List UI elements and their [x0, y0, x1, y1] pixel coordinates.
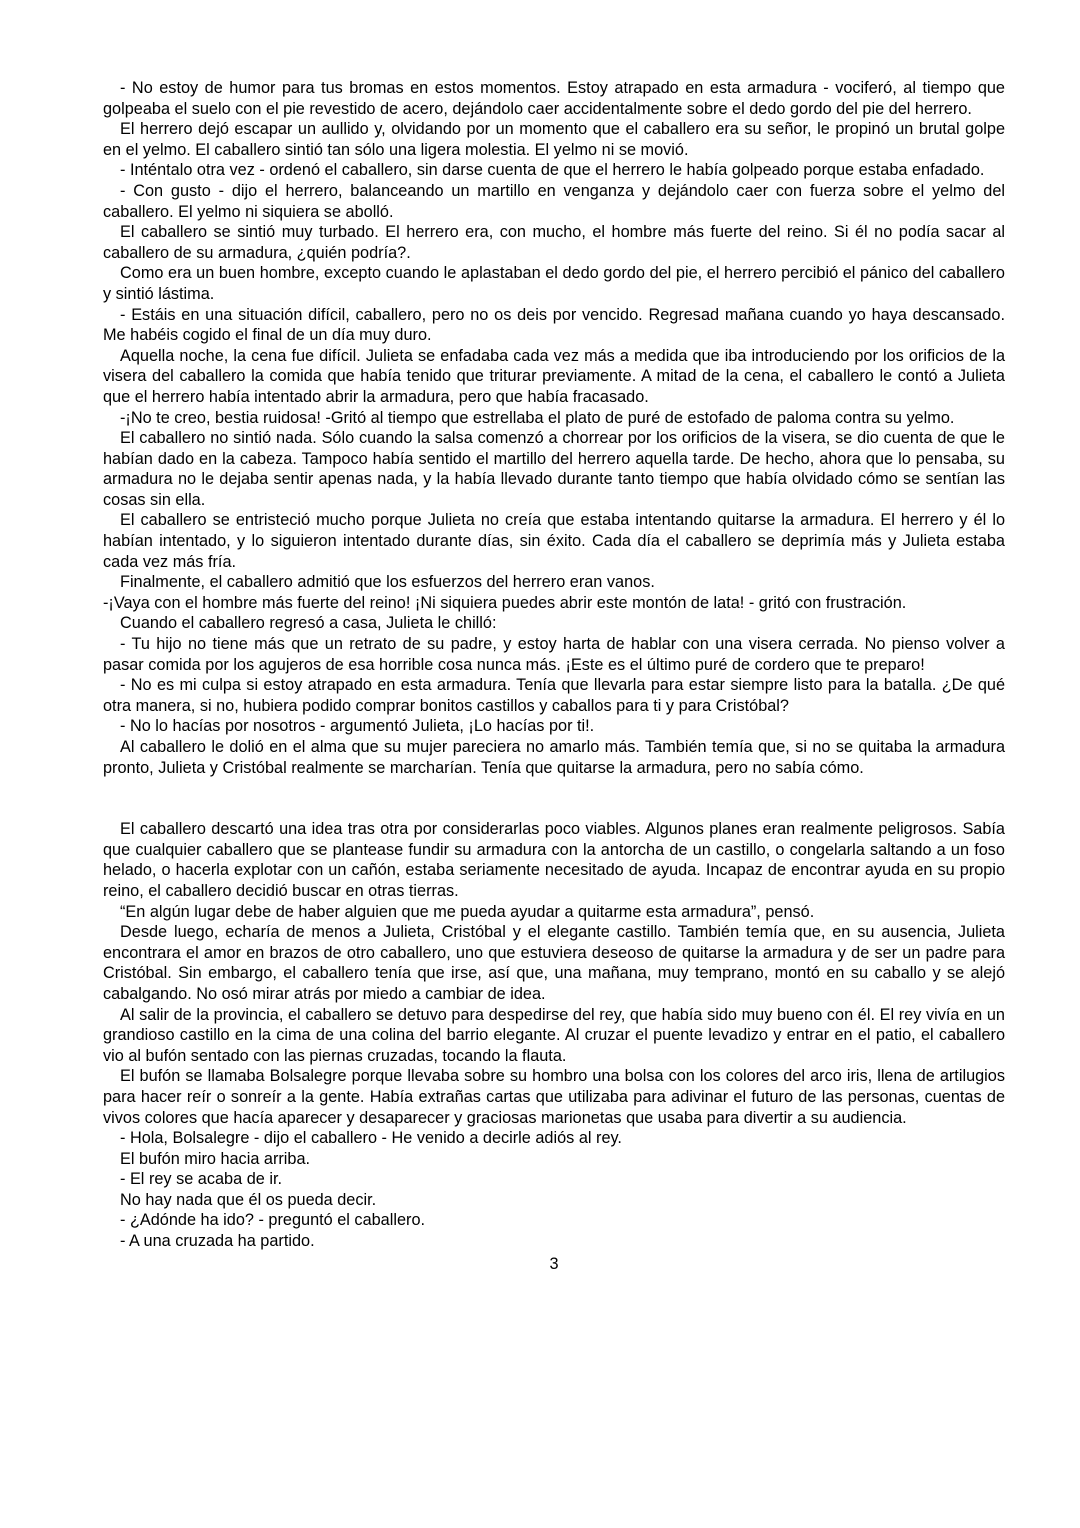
- paragraph: Al caballero le dolió en el alma que su mujer pareciera no amarlo más. También temía que, si no se quitaba la armadura pronto, Julieta y Cristóbal realmente se marcharían. Tenía que quitarse la armadura, pero no sabía cómo.: [103, 738, 1005, 777]
- paragraph: -¡Vaya con el hombre más fuerte del reino! ¡Ni siquiera puedes abrir este montón de lata! - gritó con frustración.: [103, 593, 907, 612]
- paragraph: Aquella noche, la cena fue difícil. Julieta se enfadaba cada vez más a medida que iba introduciendo por los orificios de la visera del caballero la comida que había tenido que triturar previamente. A mitad de la cena, el caballero le contó a Julieta que el herrero había intentado abrir la armadura, pero que había fracasado.: [103, 346, 1005, 406]
- paragraph: -¡No te creo, bestia ruidosa! -Gritó al tiempo que estrellaba el plato de puré de estofado de paloma contra su yelmo.: [120, 408, 955, 427]
- paragraph: - Inténtalo otra vez - ordenó el caballero, sin darse cuenta de que el herrero le había golpeado porque estaba enfadado.: [120, 161, 985, 180]
- paragraph: - A una cruzada ha partido.: [120, 1232, 315, 1251]
- paragraph: - Tu hijo no tiene más que un retrato de su padre, y estoy harta de hablar con una visera cerrada. No pienso volver a pasar comida por los agujeros de esa horrible cosa nunca más. ¡Este es el último puré de cordero que te preparo!: [103, 635, 1005, 674]
- paragraph: - Estáis en una situación difícil, caballero, pero no os deis por vencido. Regresad mañana cuando yo haya descansado. Me habéis cogido el final de un día muy duro.: [103, 305, 1005, 345]
- paragraph: - Con gusto - dijo el herrero, balanceando un martillo en venganza y dejándolo caer con fuerza sobre el yelmo del caballero. El yelmo ni siquiera se abolló.: [103, 181, 1005, 221]
- paragraph: - ¿Adónde ha ido? - preguntó el caballero.: [120, 1211, 426, 1230]
- paragraph: No hay nada que él os pueda decir.: [120, 1190, 377, 1209]
- paragraph: El bufón miro hacia arriba.: [120, 1149, 311, 1168]
- paragraph: Finalmente, el caballero admitió que los esfuerzos del herrero eran vanos.: [120, 573, 655, 592]
- paragraph: - No estoy de humor para tus bromas en estos momentos. Estoy atrapado en esta armadura - vociferó, al tiempo que golpeaba el suelo con el pie revestido de acero, dejándolo caer accidentalmente sobre el dedo gordo del pie del herrero.: [103, 79, 1005, 118]
- paragraph: El caballero se entristeció mucho porque Julieta no creía que estaba intentando quitarse la armadura. El herrero y él lo habían intentado, y lo siguieron intentado durante días, sin éxito. Cada día el caballero se deprimía más y Julieta estaba cada vez más fría.: [103, 511, 1005, 571]
- paragraph: El caballero no sintió nada. Sólo cuando la salsa comenzó a chorrear por los orificios de la visera, se dio cuenta de que le habían dado en la cabeza. Tampoco había sentido el martillo del herrero aquella tarde. De hecho, ahora que lo pensaba, su armadura no le dejaba sentir apenas nada, y la había llevado durante tanto tiempo que había olvidado cómo se sentían las cosas sin ella.: [103, 429, 1005, 509]
- paragraph: Como era un buen hombre, excepto cuando le aplastaban el dedo gordo del pie, el herrero percibió el pánico del caballero y sintió lástima.: [103, 264, 1005, 303]
- paragraph: Cuando el caballero regresó a casa, Julieta le chilló:: [120, 614, 497, 633]
- paragraph: Desde luego, echaría de menos a Julieta, Cristóbal y el elegante castillo. También temía que, en su ausencia, Julieta encontrara el amor en brazos de otro caballero, uno que estuviera deseoso de quitarse la armadura y de ser un padre para Cristóbal. Sin embargo, el caballero tenía que irse, así que, una mañana, muy temprano, montó en su caballo y se alejó cabalgando. No osó mirar atrás por miedo a cambiar de idea.: [103, 923, 1005, 1003]
- paragraph: El herrero dejó escapar un aullido y, olvidando por un momento que el caballero era su señor, le propinó un brutal golpe en el yelmo. El caballero sintió tan sólo una ligera molestia. El yelmo ni se movió.: [103, 120, 1005, 159]
- page-number: 3: [549, 1254, 559, 1273]
- paragraph: - No es mi culpa si estoy atrapado en esta armadura. Tenía que llevarla para estar siempre listo para la batalla. ¿De qué otra manera, si no, hubiera podido comprar bonitos castillos y caballos para ti y para Cristóbal?: [103, 676, 1005, 715]
- paragraph: El caballero descartó una idea tras otra por considerarlas poco viables. Algunos planes eran realmente peligrosos. Sabía que cualquier caballero que se plantease fundir su armadura con la antorcha de un castillo, o congelarla saltando a un foso helado, o hacerla explotar con un cañón, estaba seriamente necesitado de ayuda. Incapaz de encontrar ayuda en su propio reino, el caballero decidió buscar en otras tierras.: [103, 820, 1005, 900]
- paragraph: - Hola, Bolsalegre - dijo el caballero - He venido a decirle adiós al rey.: [120, 1129, 622, 1148]
- paragraph: - El rey se acaba de ir.: [120, 1170, 282, 1189]
- paragraph: Al salir de la provincia, el caballero se detuvo para despedirse del rey, que había sido muy bueno con él. El rey vivía en un grandioso castillo en la cima de una colina del barrio elegante. Al cruzar el puente levadizo y entrar en el patio, el caballero vio al bufón sentado con las piernas cruzadas, tocando la flauta.: [103, 1005, 1005, 1065]
- paragraph: El bufón se llamaba Bolsalegre porque llevaba sobre su hombro una bolsa con los colores del arco iris, llena de artilugios para hacer reír o sonreír a la gente. Había extrañas cartas que utilizaba para adivinar el futuro de las personas, cuentas de vivos colores que hacía aparecer y desaparecer y graciosas marionetas que usaba para divertir a su audiencia.: [103, 1067, 1005, 1127]
- paragraph: - No lo hacías por nosotros - argumentó Julieta, ¡Lo hacías por ti!.: [120, 717, 595, 736]
- paragraph: “En algún lugar debe de haber alguien que me pueda ayudar a quitarme esta armadura”, pensó.: [120, 902, 815, 921]
- text-block: [103, 78, 1005, 1252]
- paragraph: El caballero se sintió muy turbado. El herrero era, con mucho, el hombre más fuerte del reino. Si él no podía sacar al caballero de su armadura, ¿quién podría?.: [103, 223, 1005, 262]
